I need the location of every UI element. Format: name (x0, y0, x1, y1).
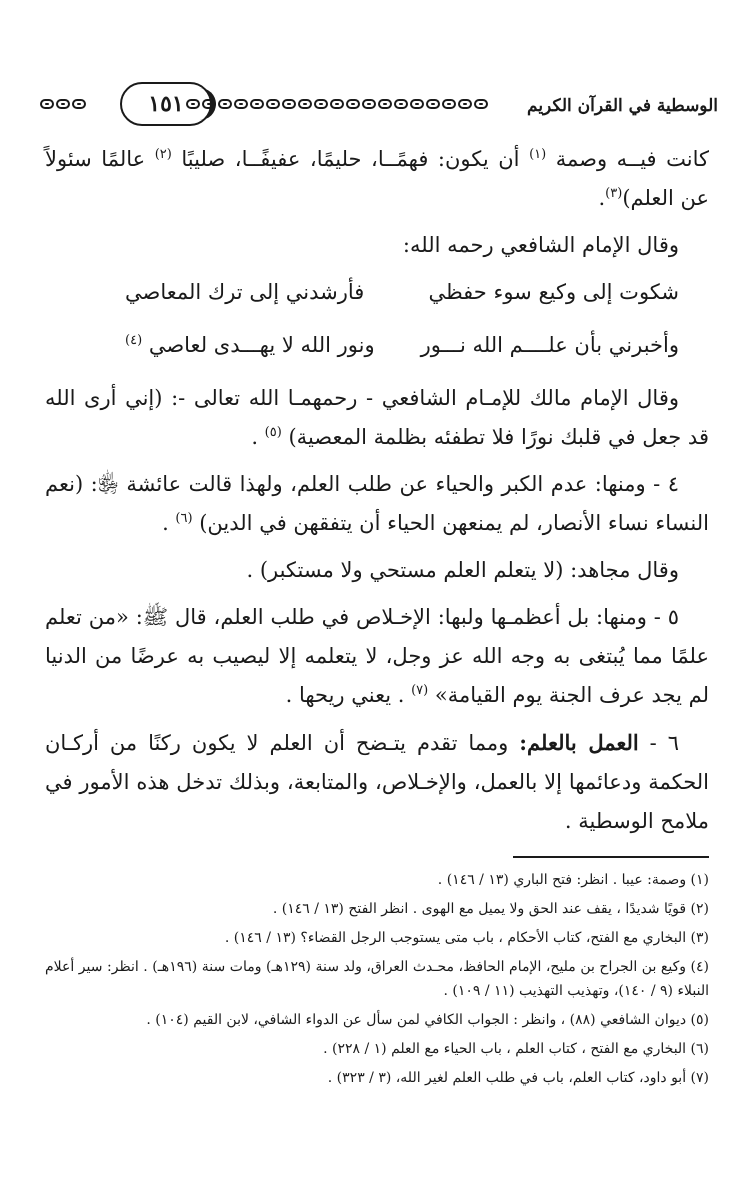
paragraph-6: ٥ - ومنها: بل أعظمـها ولبها: الإخـلاص في طلب العلم، قال ﷺ: «من تعلم علمًا مما يُبتغى به وجه الله عز وجل، لا يتعلمه إلا ليصيب به عرضًا من الدنيا لم يجد عرف الجنة يوم القيامة» $^{(٧)}$ . يعني ريحها . (45, 605, 709, 707)
footnote-2: (٢) قويًا شديدًا ، يقف عند الحق ولا يميل مع الهوى . انظر الفتح (١٣ / ١٤٦) . (272, 901, 709, 917)
verse-line-1 (45, 273, 709, 312)
footnote-ref-3: (٣) (605, 186, 623, 201)
footnote-ref-6: (٦) (175, 511, 193, 526)
footnote-1: (١) وصمة: عيبا . انظر: فتح الباري (١٣ / ١٤٦) . (437, 872, 709, 888)
ornament-link-icon (362, 99, 376, 109)
ornament-link-icon (282, 99, 296, 109)
footnote-ref-5: (٥) (264, 425, 282, 440)
section-heading-inline: العمل بالعلم: (519, 730, 639, 755)
footnote-6: (٦) البخاري مع الفتح ، كتاب العلم ، باب الحياء مع العلم (١ / ٢٢٨) . (323, 1041, 709, 1057)
ornament-link-icon (40, 99, 54, 109)
ornament-link-icon (56, 99, 70, 109)
footnote-5: (٥) ديوان الشافعي (٨٨) ، وانظر : الجواب الكافي لمن سأل عن الدواء الشافي، لابن القيم (١٠٤) . (146, 1012, 709, 1028)
ornament-link-icon (442, 99, 456, 109)
footnote-7: (٧) أبو داود، كتاب العلم، باب في طلب العلم لغير الله، (٣ / ٣٢٣) . (327, 1070, 709, 1086)
page-number-badge (120, 82, 212, 126)
ornament-link-icon (218, 99, 232, 109)
paragraph-1: كانت فيــه وصمة $^{(١)}$ أن يكون: فهمًــا، حليمًا، عفيفًــا، صليبًا $^{(٢)}$ عالمًا سئولاً عن العلم)$^{(٣)}$. (45, 147, 709, 210)
footnote-4: (٤) وكيع بن الجراح بن مليح، الإمام الحافظ، محـدث العراق، ولد سنة (١٢٩هـ) ومات سنة (١٩٦هـ) . انظر: سير أعلام النبلاء (٩ / ١٤٠)، وتهذيب التهذيب (١١ / ١٠٩) . (45, 959, 709, 999)
ornament-link-icon (250, 99, 264, 109)
paragraph-2: وقال الإمام الشافعي رحمه الله: (402, 233, 679, 257)
paragraph-3: وقال الإمام مالك للإمـام الشافعي - رحمهمـا الله تعالى -: (إني أرى الله قد جعل في قلبك نورًا فلا تطفئه بظلمة المعصية) $^{(٥)}$ . (45, 386, 709, 449)
ornament-link-icon (346, 99, 360, 109)
verse-1-second-hemistich: فأرشدني إلى ترك المعاصي (125, 280, 365, 304)
verse-2-second-hemistich: ونور الله لا يهـــدى لعاصي $^{(٤)}$ (125, 333, 375, 357)
footnote-separator (513, 856, 709, 858)
header-ornament-band (186, 99, 496, 113)
footnote-ref-1: (١) (529, 147, 547, 162)
ornament-link-icon (266, 99, 280, 109)
footnote-3: (٣) البخاري مع الفتح، كتاب الأحكام ، باب متى يستوجب الرجل القضاء؟ (١٣ / ١٤٦) . (224, 930, 709, 946)
verse-1-first-hemistich: شكوت إلى وكيع سوء حفظي (428, 280, 679, 304)
ornament-link-icon (72, 99, 86, 109)
paragraph-4: ٤ - ومنها: عدم الكبر والحياء عن طلب العلم، ولهذا قالت عائشة ﵂: (نعم النساء نساء الأنصار، لم يمنعهن الحياء أن يتفقهن في الدين) $^{(٦)}$ . (45, 472, 709, 535)
paragraph-7: ٦ - العمل بالعلم: ومما تقدم يتـضح أن العلم لا يكون ركنًا من أركـان الحكمة ودعائمها إلا بالعمل، والإخـلاص، والمتابعة، وبذلك تدخل هذه الأمور في ملامح الوسطية . (45, 730, 709, 833)
ornament-link-icon (330, 99, 344, 109)
ornament-link-icon (474, 99, 488, 109)
ornament-link-icon (394, 99, 408, 109)
ornament-link-icon (410, 99, 424, 109)
ornament-link-icon (458, 99, 472, 109)
ornament-link-icon (314, 99, 328, 109)
ornament-link-icon (298, 99, 312, 109)
verse-line-2 (45, 326, 709, 365)
verse-2-first-hemistich: وأخبرني بأن علــــم الله نـــور (420, 333, 679, 357)
header-ornament-left (40, 99, 100, 113)
main-text (45, 140, 709, 849)
footnotes (45, 868, 709, 1095)
paragraph-5: وقال مجاهد: (لا يتعلم العلم مستحي ولا مستكبر) . (246, 558, 679, 582)
page-number: ١٥١ (148, 91, 184, 117)
footnote-ref-2: (٢) (154, 147, 172, 162)
page-header (40, 82, 718, 132)
ornament-link-icon (378, 99, 392, 109)
running-title: الوسطية في القرآن الكريم (527, 96, 718, 116)
footnote-ref-4: (٤) (125, 333, 143, 348)
footnote-ref-7: (٧) (411, 683, 429, 698)
ornament-link-icon (426, 99, 440, 109)
ornament-link-icon (234, 99, 248, 109)
